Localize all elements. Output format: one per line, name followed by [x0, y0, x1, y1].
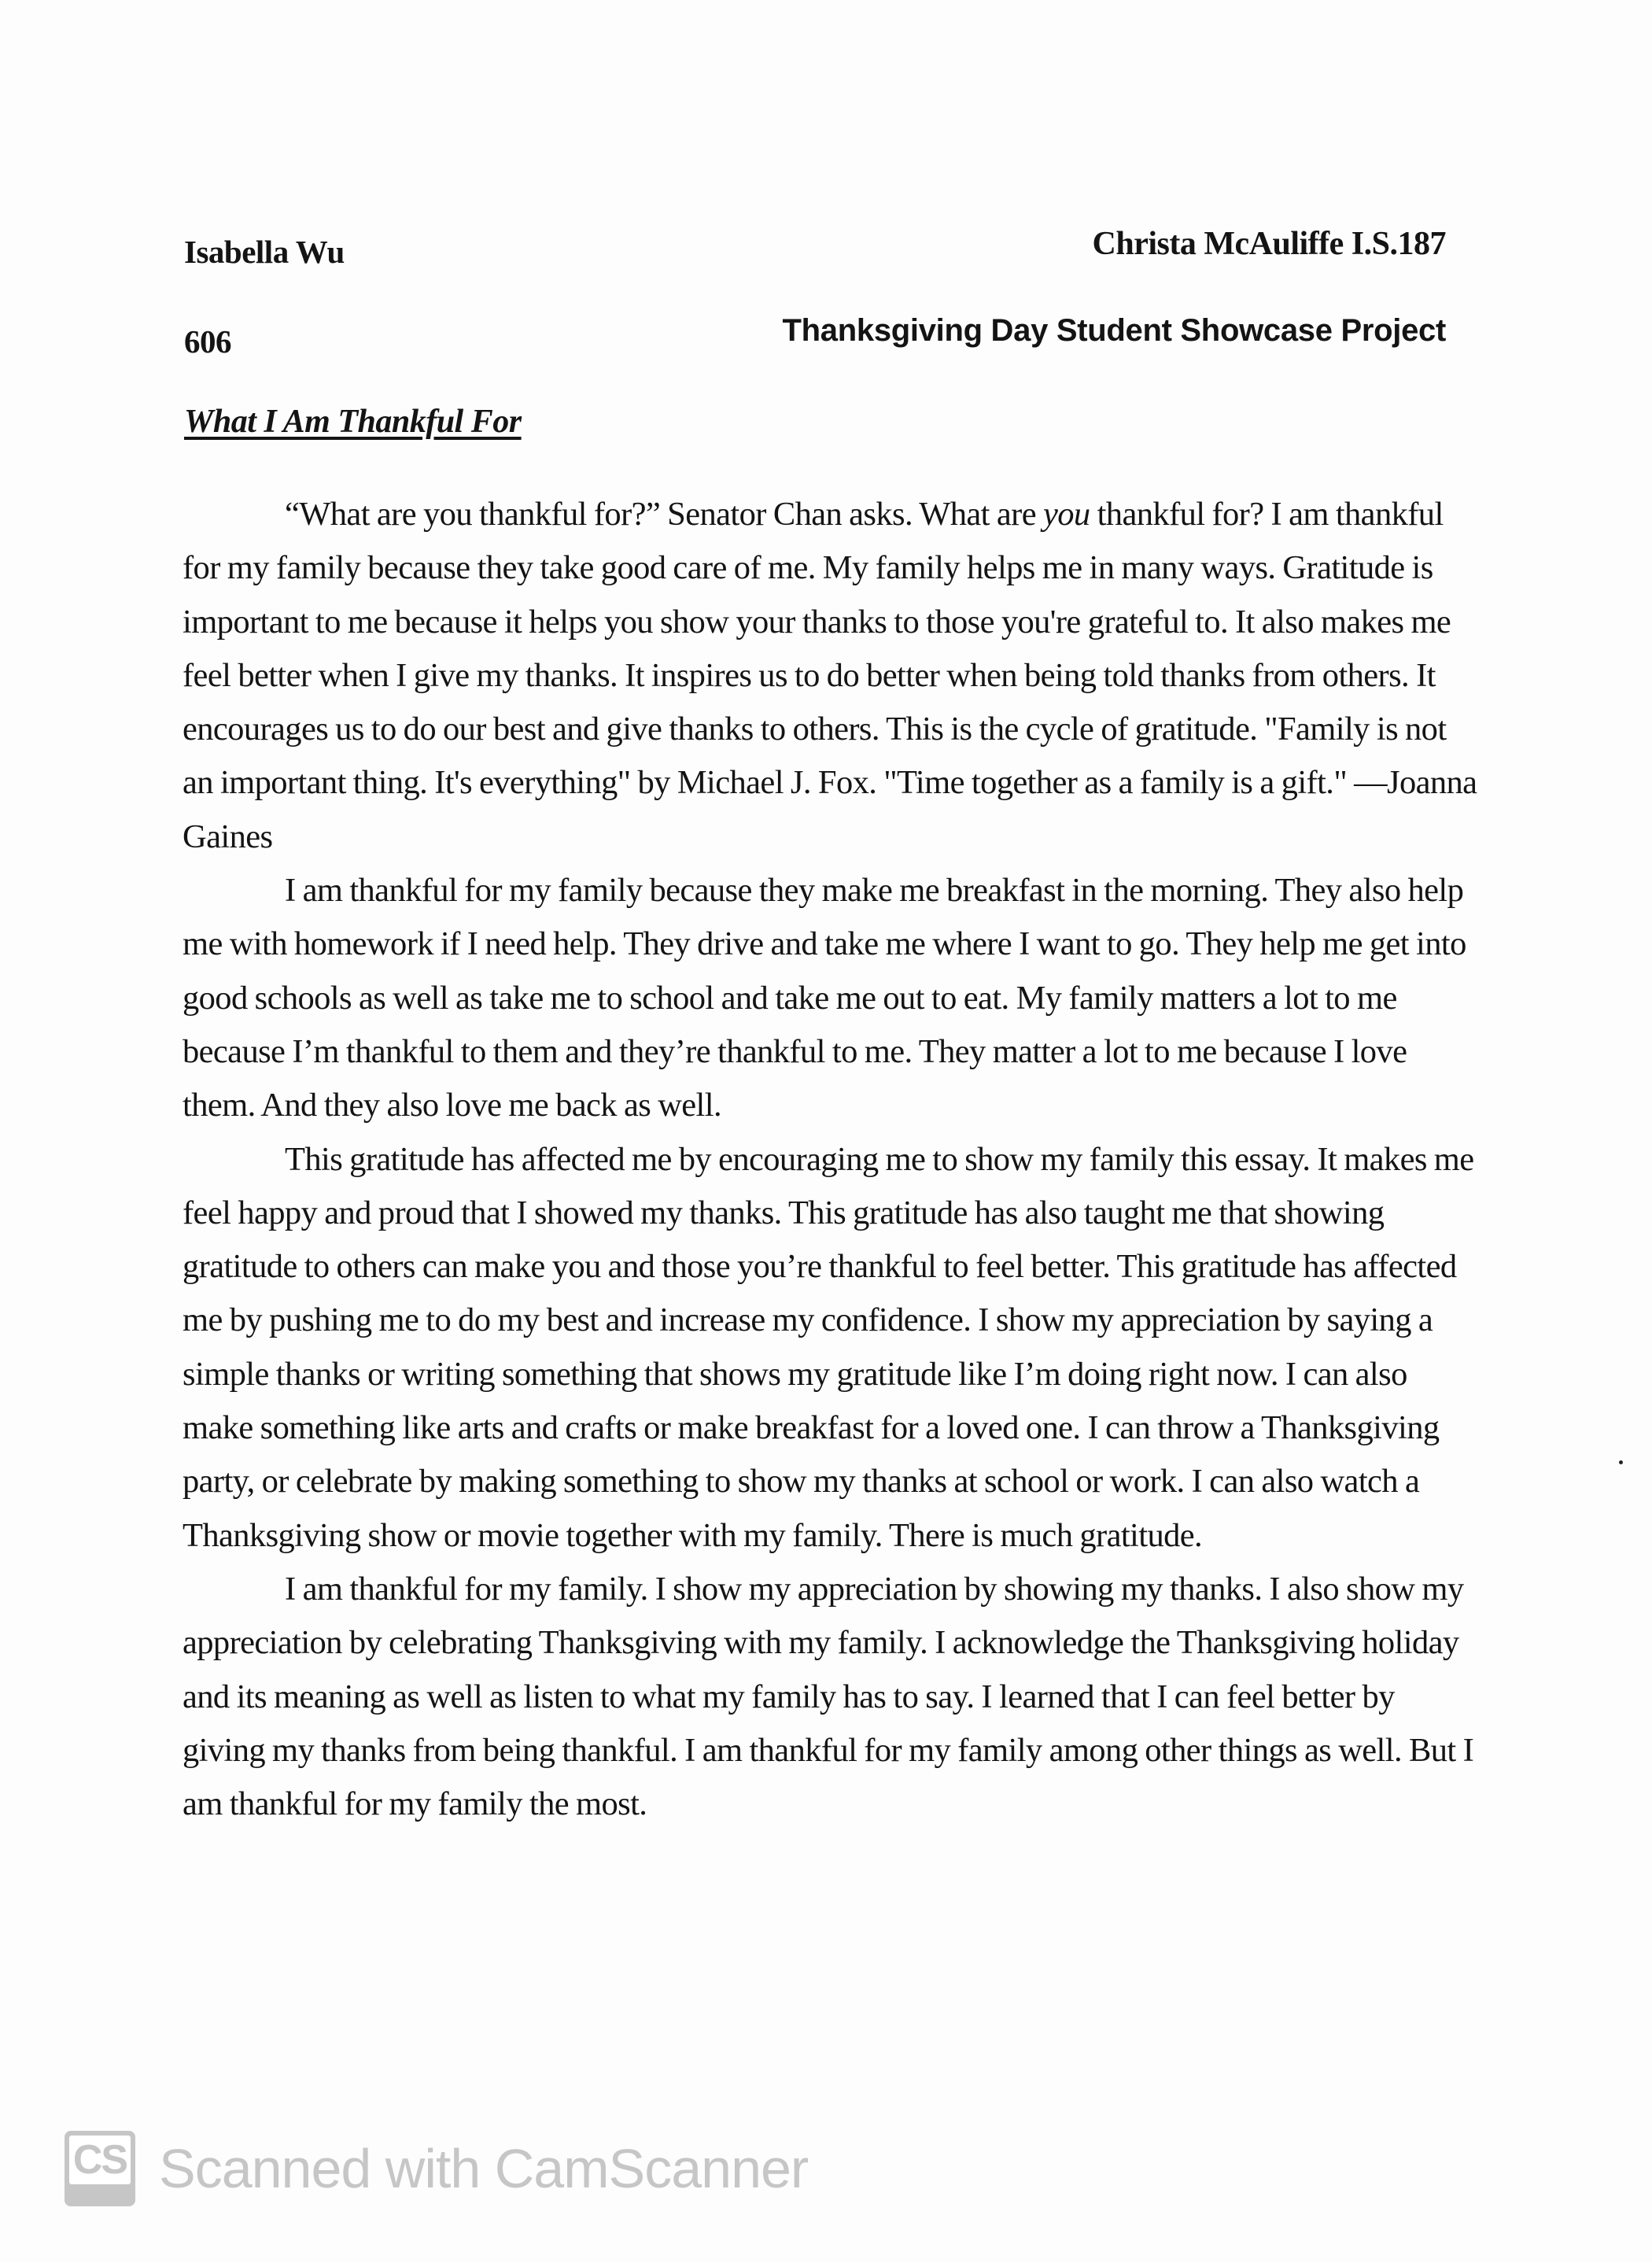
camscanner-logo-icon: [65, 2131, 135, 2206]
essay-body: [183, 488, 1479, 1831]
paragraph-1-text-start: “What are you thankful for?” Senator Chan asks. What are: [285, 496, 1043, 533]
essay-paragraph-1: [183, 488, 1479, 864]
paragraph-1-text-end: thankful for? I am thankful for my family because they take good care of me. My family helps me in many ways. Gratitude is important to me because it helps you show your thanks to those you're grateful to. It also makes me feel better when I give my thanks. It inspires us to do better when being told thanks from others. It encourages us to do our best and give thanks to others. This is the cycle of gratitude. "Family is not an important thing. It's everything" by Michael J. Fox. "Time together as a family is a gift." —Joanna Gaines: [183, 496, 1477, 855]
essay-paragraph-3: This gratitude has affected me by encouraging me to show my family this essay. It makes me feel happy and proud that I showed my thanks. This gratitude has also taught me that showing gratitude to others can make you and those you’re thankful to feel better. This gratitude has affected me by pushing me to do my best and increase my confidence. I show my appreciation by saying a simple thanks or writing something that shows my gratitude like I’m doing right now. I can also make something like arts and crafts or make breakfast for a loved one. I can throw a Thanksgiving party, or celebrate by making something to show my thanks at school or work. I can also watch a Thanksgiving show or movie together with my family. There is much gratitude.: [183, 1140, 1474, 1554]
paragraph-1-emphasis: you: [1043, 496, 1090, 533]
school-name: Christa McAuliffe I.S.187: [1092, 226, 1446, 262]
student-name: Isabella Wu: [184, 234, 345, 270]
watermark-text: Scanned with CamScanner: [159, 2138, 809, 2199]
essay-title: What I Am Thankful For: [184, 404, 522, 440]
camscanner-logo-text: CS: [69, 2136, 131, 2184]
essay-paragraph-4: I am thankful for my family. I show my appreciation by showing my thanks. I also show my appreciation by celebrating Thanksgiving with my family. I acknowledge the Thanksgiving holiday and its meaning as well as listen to what my family has to say. I learned that I can feel better by giving my thanks from being thankful. I am thankful for my family among other things as well. But I am thankful for my family the most.: [183, 1570, 1474, 1823]
scan-speck: [1619, 1460, 1623, 1464]
project-title: Thanksgiving Day Student Showcase Project: [782, 313, 1446, 348]
camscanner-watermark: [65, 2131, 808, 2206]
class-code: 606: [184, 323, 231, 360]
essay-paragraph-2: I am thankful for my family because they make me breakfast in the morning. They also help me with homework if I need help. They drive and take me where I want to go. They help me get into good schools as well as take me to school and take me out to eat. My family matters a lot to me because I’m thankful to them and they’re thankful to me. They matter a lot to me because I love them. And they also love me back as well.: [183, 872, 1466, 1124]
